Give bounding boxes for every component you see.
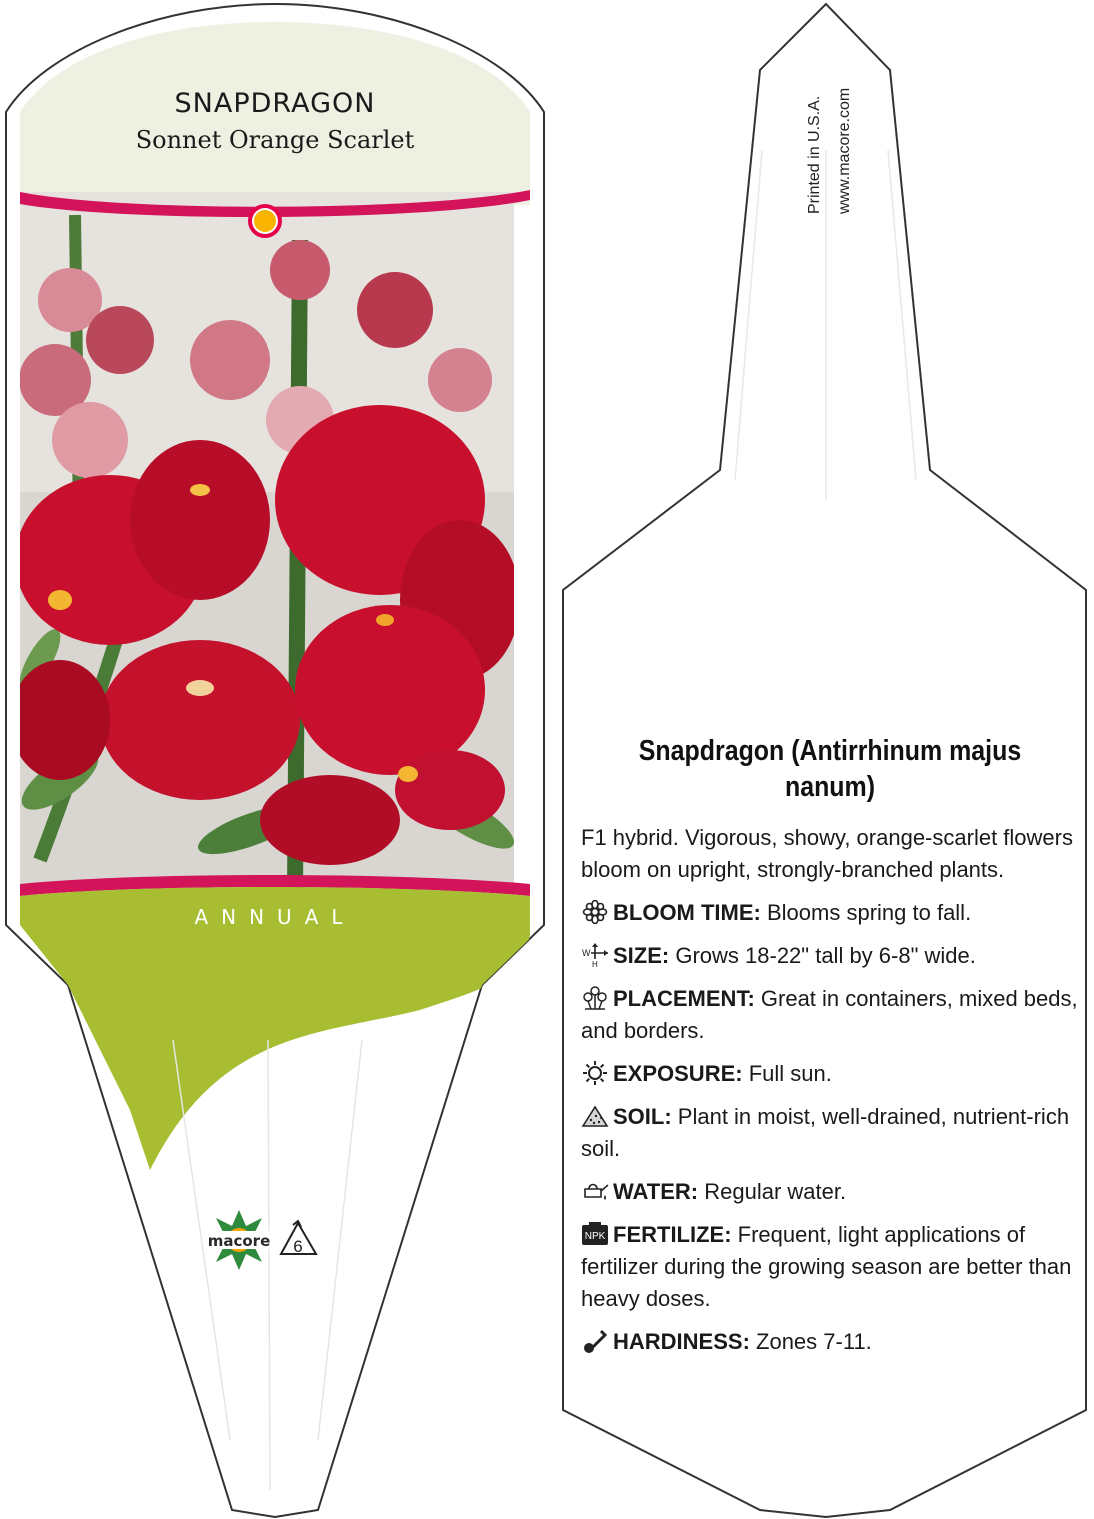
- bloom-icon: [581, 900, 609, 924]
- exposure-label: EXPOSURE:: [613, 1061, 743, 1086]
- size-icon-h: H: [592, 960, 598, 967]
- bloom-time-row: [581, 897, 1081, 929]
- hardiness-icon: [581, 1329, 609, 1353]
- soil-text: Plant in moist, well-drained, nutrient-rich soil.: [581, 1104, 1070, 1161]
- placement-row: [581, 983, 1081, 1047]
- fertilize-row: [581, 1219, 1081, 1315]
- size-icon: [581, 943, 609, 967]
- placement-icon: [581, 986, 609, 1010]
- placement-label: PLACEMENT:: [613, 986, 755, 1011]
- recycle-code: 6: [293, 1237, 303, 1256]
- fertilize-text: Frequent, light applications of fertilizer during the growing season are better than heavy doses.: [581, 1222, 1072, 1311]
- size-row: [581, 940, 1081, 972]
- water-text: Regular water.: [698, 1179, 847, 1204]
- hardiness-label: HARDINESS:: [613, 1329, 750, 1354]
- plant-scientific-heading: Snapdragon (Antirrhinum majus nanum): [638, 735, 1022, 803]
- website: www.macore.com: [836, 87, 853, 214]
- hardiness-text: Zones 7-11.: [749, 1329, 872, 1354]
- sun-dot-icon: [248, 204, 282, 238]
- hardiness-row: [581, 1326, 1081, 1358]
- soil-row: [581, 1101, 1081, 1165]
- water-label: WATER:: [613, 1179, 699, 1204]
- soil-label: SOIL:: [613, 1104, 672, 1129]
- fertilize-icon: [581, 1222, 609, 1246]
- flower-photo: [10, 192, 521, 892]
- fertilize-icon-text: NPK: [584, 1231, 606, 1242]
- intro-text: hybrid. Vigorous, showy, orange-scarlet flowers bloom on upright, strongly-branched plants.: [581, 825, 1073, 882]
- size-text: Grows 18-22" tall by 6-8" wide.: [669, 943, 976, 968]
- exposure-row: [581, 1058, 1081, 1090]
- bloom-label: BLOOM TIME:: [613, 900, 761, 925]
- soil-icon: [581, 1104, 609, 1128]
- plant-variety: Sonnet Orange Scarlet: [135, 126, 415, 154]
- brand-logo-text: macore: [207, 1232, 271, 1250]
- hybrid-marker: F1: [581, 825, 607, 850]
- water-row: [581, 1176, 1081, 1208]
- placement-text: Great in containers, mixed beds, and borders.: [581, 986, 1078, 1043]
- fertilize-label: FERTILIZE:: [613, 1222, 732, 1247]
- plant-title: SNAPDRAGON: [174, 88, 376, 119]
- care-info: [581, 822, 1081, 1369]
- exposure-text: Full sun.: [742, 1061, 832, 1086]
- size-icon-w: W: [582, 948, 591, 958]
- size-label: SIZE:: [613, 943, 670, 968]
- exposure-icon: [581, 1061, 609, 1085]
- plant-category: ANNUAL: [194, 905, 356, 929]
- bloom-text: Blooms spring to fall.: [760, 900, 972, 925]
- front-tag: [6, 4, 544, 1517]
- intro-paragraph: [581, 822, 1081, 886]
- printed-in-usa: Printed in U.S.A.: [806, 95, 823, 214]
- water-icon: [581, 1179, 609, 1203]
